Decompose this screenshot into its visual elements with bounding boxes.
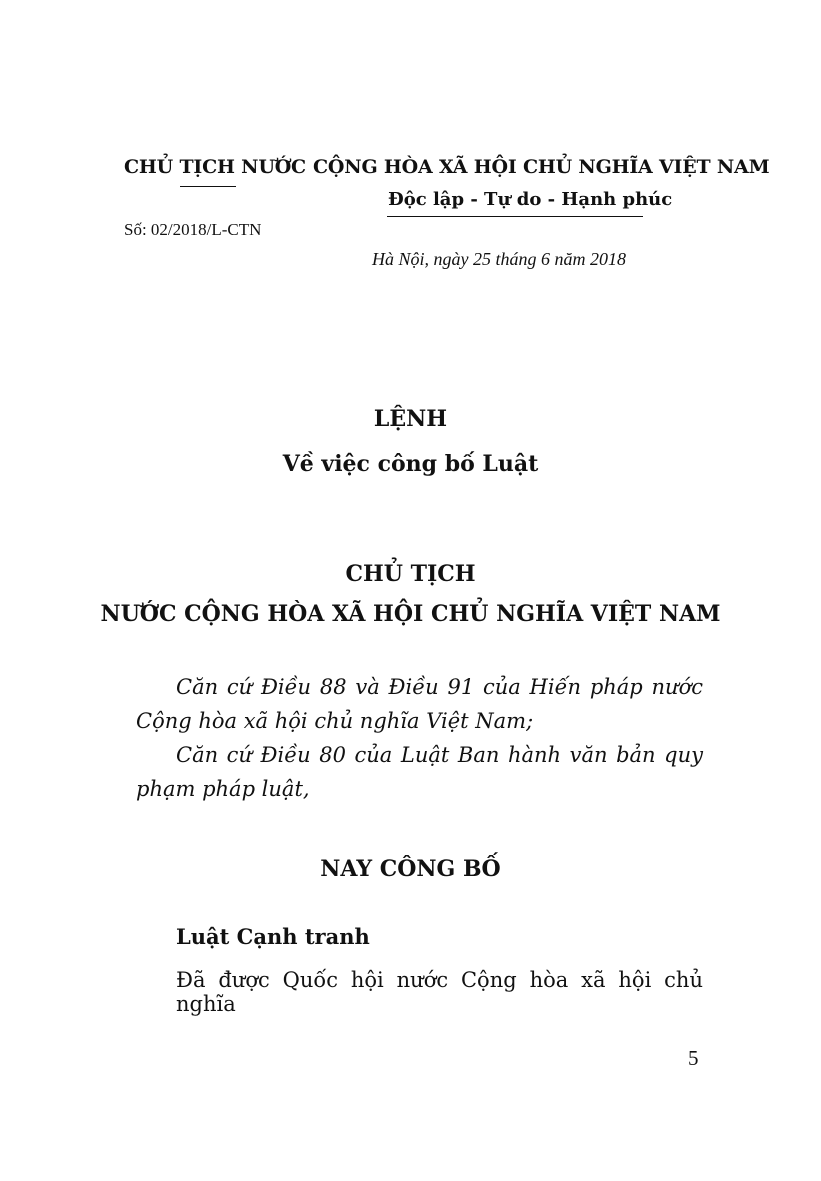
preamble-basis-1-line-1: Căn cứ Điều 88 và Điều 91 của Hiến pháp nước <box>176 675 703 699</box>
document-subtitle: Về việc công bố Luật <box>282 451 539 477</box>
place-date: Hà Nội, ngày 25 tháng 6 năm 2018 <box>372 249 626 269</box>
document-number: Số: 02/2018/L-CTN <box>124 220 262 239</box>
issuer-title: CHỦ TỊCH NƯỚC <box>124 156 306 178</box>
authority-line-1: CHỦ TỊCH <box>345 561 476 587</box>
preamble-basis-1-line-2: Cộng hòa xã hội chủ nghĩa Việt Nam; <box>136 709 534 733</box>
authority-line-2: NƯỚC CỘNG HÒA XÃ HỘI CHỦ NGHĨA VIỆT NAM <box>100 601 721 627</box>
motto-underline <box>387 216 643 217</box>
body-text: Đã được Quốc hội nước Cộng hòa xã hội chủ nghĩa <box>176 968 703 1016</box>
page-number: 5 <box>688 1046 699 1070</box>
preamble-basis-2-line-1: Căn cứ Điều 80 của Luật Ban hành văn bản quy <box>176 743 703 767</box>
national-motto: Độc lập - Tự do - Hạnh phúc <box>388 189 673 210</box>
document-title: LỆNH <box>373 406 448 432</box>
announcement-heading: NAY CÔNG BỐ <box>320 856 501 882</box>
issuer-underline <box>180 186 236 187</box>
national-title: CỘNG HÒA XÃ HỘI CHỦ NGHĨA VIỆT NAM <box>313 156 770 178</box>
preamble-basis-2-line-2: phạm pháp luật, <box>136 777 310 801</box>
law-name: Luật Cạnh tranh <box>176 924 370 949</box>
